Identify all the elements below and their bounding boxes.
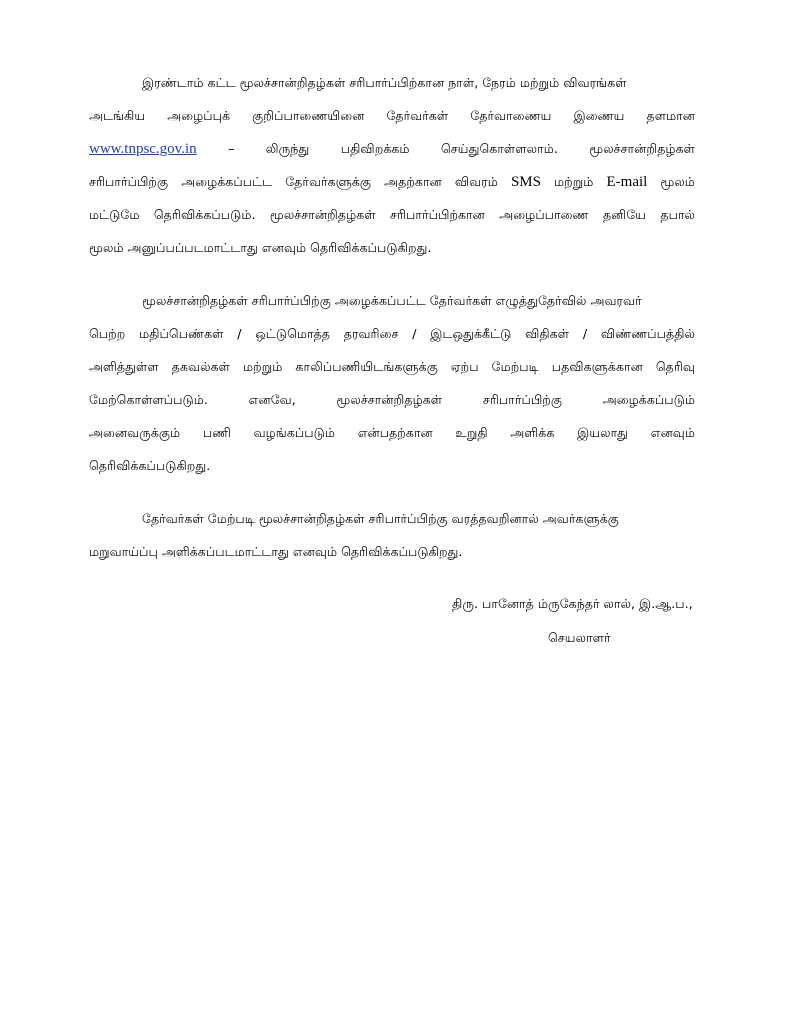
p1-line-3 [89,141,695,157]
p1-line-4-text-a: சரிபார்ப்பிற்கு அழைக்கப்பட்ட தேர்வர்களுக்கு அதற்கான விவரம் [89,174,498,189]
sms-text: SMS [510,174,541,190]
p1-line-5: மட்டுமே தெரிவிக்கப்படும். மூலச்சான்றிதழ்கள் சரிபார்ப்பிற்கான அழைப்பாணை தனியே தபால் [89,207,695,222]
p3-line-1: தேர்வர்கள் மேற்படி மூலச்சான்றிதழ்கள் சரிபார்ப்பிற்கு வரத்தவறினால் அவர்களுக்கு [142,511,619,526]
p1-line-4 [89,174,695,190]
p2-line-1: மூலச்சான்றிதழ்கள் சரிபார்ப்பிற்கு அழைக்கப்பட்ட தேர்வர்கள் எழுத்துதேர்வில் அவரவர் [142,293,642,308]
signatory-name: திரு. பானோத் ம்ருகேந்தர் லால், இ.ஆ.ப., [452,596,693,611]
p2-line-6: தெரிவிக்கப்படுகிறது. [89,458,211,473]
p1-line-1: இரண்டாம் கட்ட மூலச்சான்றிதழ்கள் சரிபார்ப்பிற்கான நாள், நேரம் மற்றும் விவரங்கள் [142,75,627,90]
p1-line-2: அடங்கிய அழைப்புக் குறிப்பாணையினை தேர்வர்கள் தேர்வாணைய இணைய தளமான [89,108,695,123]
tnpsc-website-link[interactable]: www.tnpsc.gov.in [89,141,197,157]
p2-line-3: அளித்துள்ள தகவல்கள் மற்றும் காலிப்பணியிடங்களுக்கு ஏற்ப மேற்படி பதவிகளுக்கான தெரிவு [89,359,695,374]
p3-line-2: மறுவாய்ப்பு அளிக்கப்படமாட்டாது எனவும் தெரிவிக்கப்படுகிறது. [89,544,463,559]
p1-line-4-text-b: மற்றும் [554,174,594,189]
p1-line-6: மூலம் அனுப்பப்படமாட்டாது எனவும் தெரிவிக்கப்படுகிறது. [89,240,432,255]
p2-line-5: அனைவருக்கும் பணி வழங்கப்படும் என்பதற்கான உறுதி அளிக்க இயலாது எனவும் [89,425,695,440]
p2-line-4: மேற்கொள்ளப்படும். எனவே, மூலச்சான்றிதழ்கள் சரிபார்ப்பிற்கு அழைக்கப்படும் [89,392,695,407]
signatory-designation: செயலாளர் [548,630,611,645]
email-text: E-mail [606,174,648,190]
p1-line-3-text: – லிருந்து பதிவிறக்கம் செய்துகொள்ளலாம். மூலச்சான்றிதழ்கள் [228,141,695,156]
p2-line-2: பெற்ற மதிப்பெண்கள் / ஒட்டுமொத்த தரவரிசை / இடஒதுக்கீட்டு விதிகள் / விண்ணப்பத்தில் [89,326,695,341]
p1-line-4-text-c: மூலம் [660,174,695,189]
